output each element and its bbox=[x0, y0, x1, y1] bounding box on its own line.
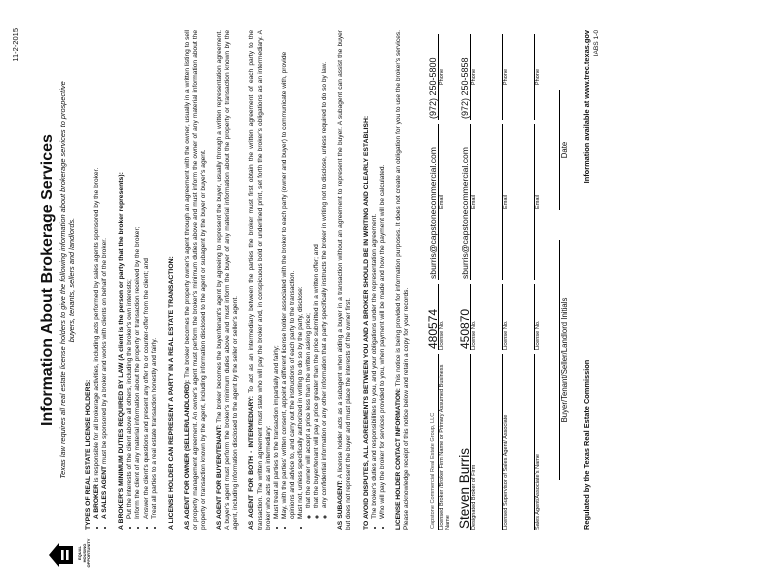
firm-license-field[interactable] bbox=[421, 284, 439, 350]
license-label: License No. bbox=[439, 320, 445, 350]
designated-broker-value: Steven Burris bbox=[456, 447, 472, 529]
agent-for-owner-term: AS AGENT FOR OWNER (SELLER/LANDLORD): bbox=[183, 379, 191, 530]
disputes-heading: TO AVOID DISPUTES, ALL AGREEMENTS BETWEEN YOU AND A BROKER SHOULD BE IN WRITING AND CLEARLY ESTABLISH: bbox=[362, 115, 370, 530]
agent-for-buyer-term: AS AGENT FOR BUYER/TENANT: bbox=[216, 424, 224, 530]
list-item: ◦ that the buyer/tenant will pay a price greater than the price submitted in a written offer; and bbox=[313, 30, 321, 508]
agent-for-owner-paragraph bbox=[184, 30, 208, 530]
license-label: License No. bbox=[535, 320, 541, 350]
email-label: Email bbox=[439, 195, 445, 209]
associate-license-field[interactable] bbox=[517, 284, 535, 350]
firm-phone-value: (972) 250-5800 bbox=[427, 57, 438, 119]
firm-phone-field[interactable] bbox=[421, 34, 439, 120]
designated-broker-label: Designated Broker of Firm bbox=[471, 464, 477, 530]
represent-heading: A LICENSE HOLDER CAN REPRESENT A PARTY IN A REAL ESTATE TRANSACTION: bbox=[167, 256, 175, 530]
list-item: • Inform the client of any material information about the property or transaction received by the broker; bbox=[134, 30, 142, 519]
associate-email-field[interactable] bbox=[517, 124, 535, 280]
contact-term: LICENSE HOLDER CONTACT INFORMATION: bbox=[394, 388, 402, 530]
subagent-term: AS SUBAGENT: bbox=[337, 480, 345, 530]
list-item bbox=[93, 30, 101, 519]
license-label: License No. bbox=[471, 320, 477, 350]
disputes-list bbox=[371, 30, 387, 530]
table-row bbox=[421, 30, 439, 530]
list-item: • Who will pay the broker for services provided to you, when payment will be made and how the payment will be calculated. bbox=[379, 30, 387, 519]
agent-for-buyer-paragraph bbox=[216, 30, 240, 530]
page-subtitle: Texas law requires all real estate license holders to give the following information about brokerage services to prospective buyers, tenants, sellers and landlords. bbox=[58, 81, 76, 479]
list-item: ◦ that the owner will accept a price less than the written asking price; bbox=[305, 30, 313, 508]
table-row bbox=[471, 30, 485, 530]
broker-definition: is responsible for all brokerage activities, including acts performed by sales agents sponsored by the broker. bbox=[93, 167, 101, 485]
initials-row bbox=[559, 30, 569, 530]
associate-field[interactable] bbox=[517, 354, 535, 530]
list-item: • The broker's duties and responsibilities to you, and your obligations under the representation agreement. bbox=[371, 30, 379, 519]
phone-label: Phone bbox=[503, 68, 509, 86]
subagent-paragraph bbox=[337, 30, 353, 530]
contact-text: This notice is being provided for information purposes. It does not create an obligation for you to use the broker's services. Please acknowledge receipt of this notice below and retain a copy for your records. bbox=[394, 30, 410, 530]
list-item: ◦ any confidential information or any other information that a party specifically instructs the broker in writing not to disclose, unless required to do so by law. bbox=[321, 30, 329, 508]
firm-name-value: Capstone Commercial Real Estate Group, LLC bbox=[429, 412, 436, 529]
designated-phone-field[interactable] bbox=[453, 34, 471, 120]
firm-email-value: sburris@capstonecommercial.com bbox=[427, 147, 438, 279]
initials-date-field[interactable]: Date bbox=[559, 90, 569, 210]
sales-agent-term: A SALES AGENT bbox=[101, 466, 109, 519]
equal-housing-house-icon bbox=[48, 542, 74, 568]
duties-list bbox=[126, 30, 158, 530]
table-row bbox=[439, 30, 453, 530]
types-heading: TYPES OF REAL ESTATE LICENSE HOLDERS: bbox=[85, 379, 92, 530]
form-id: IABS 1-0 bbox=[593, 30, 601, 57]
list-item: • Answer the client's questions and present any offer to or counter-offer from the client; and bbox=[143, 30, 151, 519]
designated-broker-field[interactable] bbox=[453, 354, 471, 530]
associate-label: Sales Agent/Associate's Name bbox=[535, 453, 541, 530]
page-footer bbox=[583, 30, 591, 530]
duties-heading: A BROKER'S MINIMUM DUTIES REQUIRED BY LAW (A client is the person or party that the broker represents): bbox=[118, 172, 126, 530]
supervisor-label: Licensed Supervisor of Sales Agent/ Associate bbox=[503, 414, 509, 530]
table-row bbox=[535, 30, 549, 530]
firm-name-label: Licensed Broker /Broker Firm Name or Primary Assumed Business Name bbox=[439, 364, 452, 530]
list-item: • Must treat all parties to the transaction impartially and fairly; bbox=[273, 30, 281, 519]
list-item: • May, with the parties' written consent, appoint a different license holder associated with the broker to each party (owner and buyer) to communicate with, provide opinions and advice to, and carry out the instructions of each party to the transaction. bbox=[281, 30, 297, 519]
phone-label: Phone bbox=[471, 68, 477, 86]
sales-agent-definition: must be sponsored by a broker and works with clients on behalf of the broker. bbox=[101, 238, 109, 466]
list-item: • Put the interests of the client above all others, including the broker's own interests; bbox=[126, 30, 134, 519]
initials-field[interactable]: Buyer/Tenant/Seller/Landlord Initials bbox=[559, 240, 569, 480]
table-row bbox=[485, 30, 503, 530]
agent-for-owner-text: The broker becomes the property owner's agent through an agreement with the owner, usually in a written listing to sell or property management agreement. An owner's agent must perform the broker's minimum duties above and must inform the owner of any material information about the property or transaction known by the agent, including information disclosed to the agent or subagent by the buyer or buyer's agent. bbox=[183, 29, 208, 530]
firm-email-field[interactable] bbox=[421, 124, 439, 280]
contact-table bbox=[421, 30, 549, 530]
broker-term: A BROKER bbox=[93, 484, 101, 519]
designated-phone-value: (972) 250-5858 bbox=[459, 57, 470, 119]
associate-phone-field[interactable] bbox=[517, 34, 535, 120]
license-label: License No. bbox=[503, 320, 509, 350]
table-row bbox=[517, 30, 535, 530]
subagent-text: A license holder acts as a subagent when aiding a buyer in a transaction without an agreement to represent the buyer. A subagent can assist the buyer but does not represent the buyer and must place the interests of the owner first. bbox=[337, 30, 353, 530]
footer-info-link[interactable]: Information available at www.trec.texas.gov bbox=[582, 30, 592, 184]
supervisor-phone-field[interactable] bbox=[485, 34, 503, 120]
table-row bbox=[503, 30, 517, 530]
firm-name-field[interactable] bbox=[421, 354, 439, 530]
email-label: Email bbox=[471, 195, 477, 209]
supervisor-license-field[interactable] bbox=[485, 284, 503, 350]
designated-email-value: sburris@capstonecommercial.com bbox=[459, 147, 470, 279]
revision-date: 11-2-2015 bbox=[11, 28, 20, 62]
designated-email-field[interactable] bbox=[453, 124, 471, 280]
intermediary-text: To act as an intermediary between the parties the broker must first obtain the written agreement of each party to the transaction. The written agreement must state who will pay the broker and, in conspicuous bold or underlined print, set forth the broker's obligations as an intermediary. A broker who acts as an intermediary: bbox=[248, 30, 272, 530]
page-title: Information About Brokerage Services bbox=[39, 134, 56, 426]
types-list bbox=[93, 30, 109, 530]
supervisor-email-field[interactable] bbox=[485, 124, 503, 280]
firm-license-value: 480574 bbox=[425, 308, 440, 349]
phone-label: Phone bbox=[439, 68, 445, 86]
phone-label: Phone bbox=[535, 68, 541, 86]
intermediary-list bbox=[273, 30, 305, 530]
contact-paragraph bbox=[395, 30, 411, 530]
email-label: Email bbox=[535, 195, 541, 209]
list-item: • Treat all parties to a real estate transaction honestly and fairly. bbox=[151, 30, 159, 519]
equal-housing-caption: EQUAL HOUSING OPPORTUNITY bbox=[77, 538, 92, 568]
list-item: • Must not, unless specifically authorized in writing to do so by the party, disclose: bbox=[297, 30, 305, 519]
supervisor-field[interactable] bbox=[485, 354, 503, 530]
intermediary-paragraph bbox=[248, 30, 272, 530]
equal-housing-logo bbox=[48, 538, 92, 568]
designated-license-value: 450870 bbox=[457, 308, 472, 349]
disclosure-list bbox=[305, 30, 329, 530]
designated-license-field[interactable] bbox=[453, 284, 471, 350]
email-label: Email bbox=[503, 195, 509, 209]
list-item bbox=[101, 30, 109, 519]
intermediary-term: AS AGENT FOR BOTH - INTERMEDIARY: bbox=[248, 395, 256, 530]
table-row bbox=[453, 30, 471, 530]
agent-for-buyer-text: The broker becomes the buyer/tenant's agent by agreeing to represent the buyer, usually through a written representation agreement. A buyer's agent must perform the broker's minimum duties above and must inform the buyer of any material information about the property or transaction known by the agent, including information disclosed to the agent by the seller or seller's agent. bbox=[216, 29, 240, 530]
footer-regulator: Regulated by the Texas Real Estate Commission bbox=[582, 359, 592, 530]
